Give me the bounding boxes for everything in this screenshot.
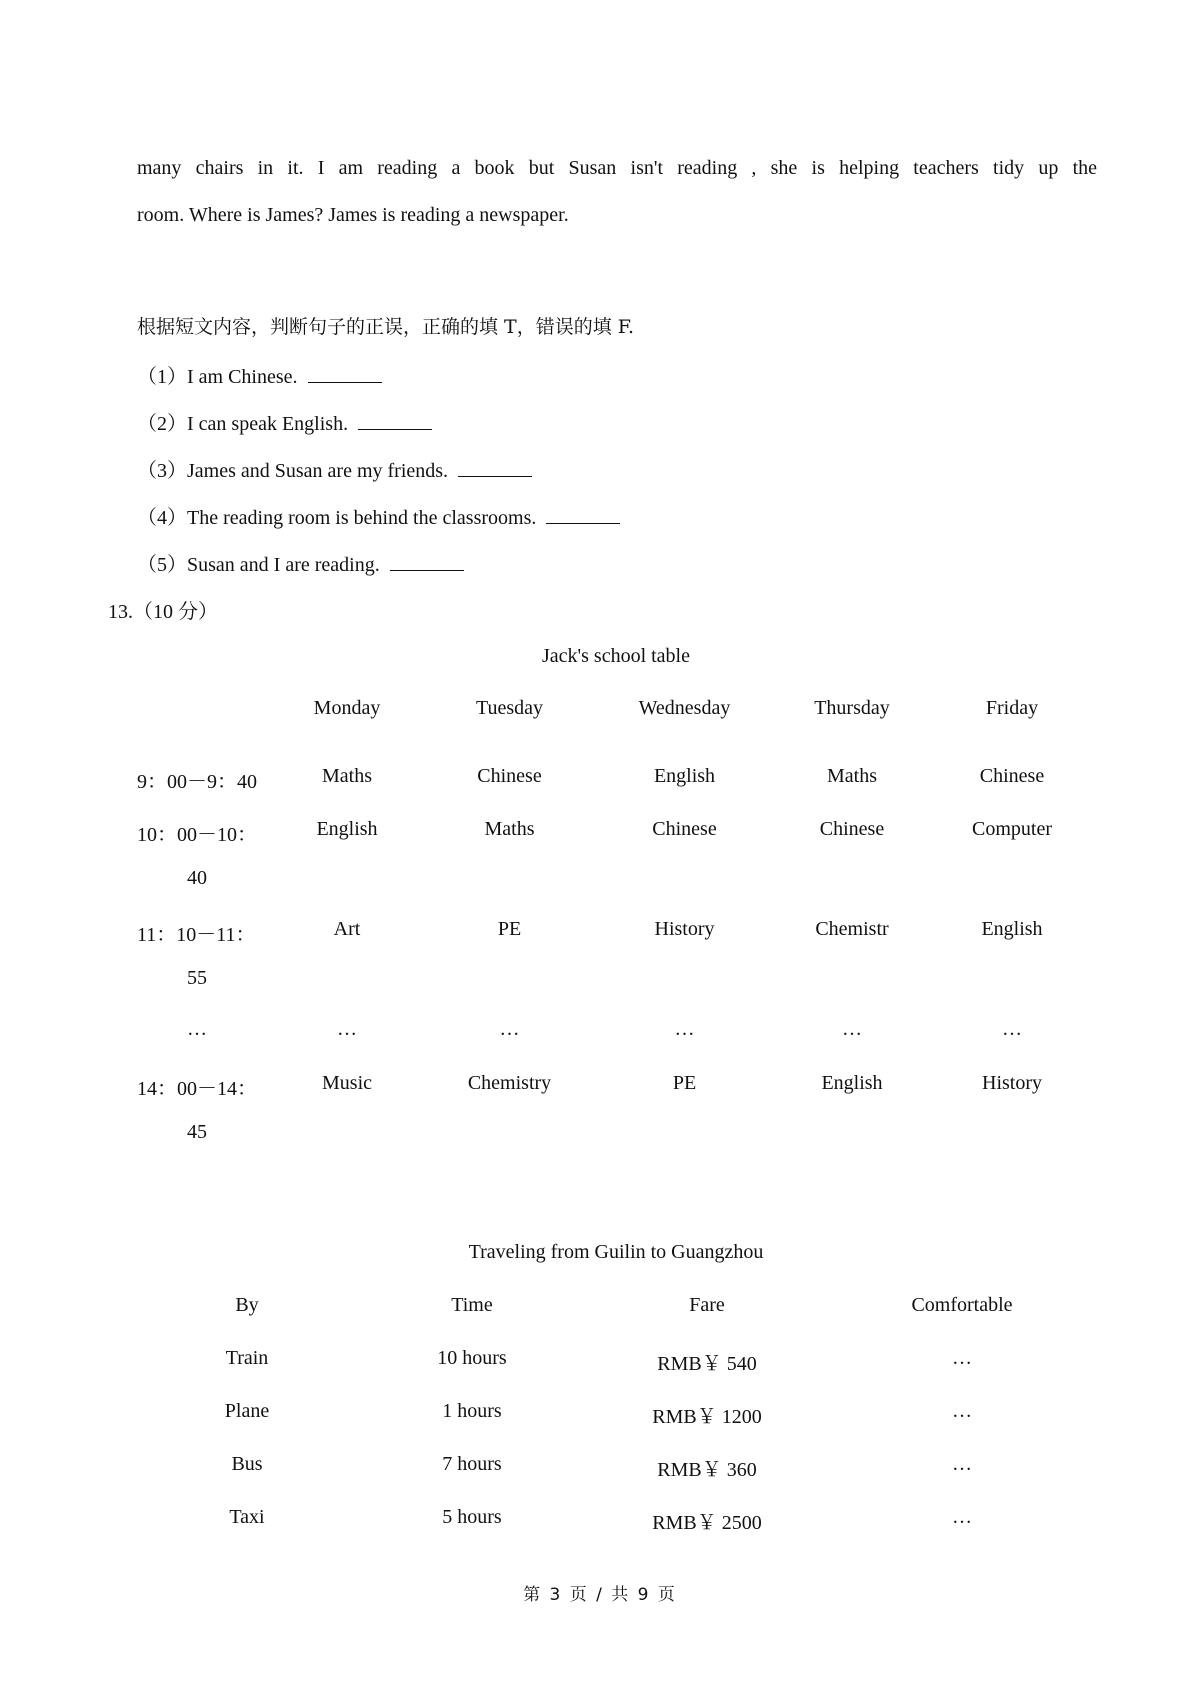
day-header: Wednesday <box>638 697 731 719</box>
table-cell: 1 hours <box>442 1400 502 1422</box>
table-cell: Maths <box>484 818 535 840</box>
day-header: Friday <box>985 697 1039 719</box>
table-cell: English <box>821 1072 883 1094</box>
passage-line-1: many chairs in it. I am reading a book but Susan isn't reading , she is helping teachers tidy up the <box>137 157 1097 179</box>
day-header: Monday <box>313 697 381 719</box>
table-cell: English <box>981 918 1043 940</box>
table-row <box>137 1400 1097 1453</box>
table-cell: Maths <box>322 765 372 787</box>
table-header-row <box>137 1294 1097 1347</box>
table-cell: Train <box>225 1347 269 1369</box>
day-header: Thursday <box>814 697 890 719</box>
day-header: Tuesday <box>475 697 544 719</box>
table-cell: Taxi <box>229 1506 265 1528</box>
answer-blank[interactable] <box>390 554 464 571</box>
table-cell: History <box>654 918 715 940</box>
question-text: （5）Susan and I are reading. <box>137 554 380 576</box>
table-cell: … <box>1002 1018 1022 1040</box>
answer-blank[interactable] <box>358 413 432 430</box>
table-cell: … <box>842 1018 862 1040</box>
school-table-title: Jack's school table <box>541 645 690 667</box>
table-cell: Art <box>333 918 361 940</box>
table-row <box>137 1506 1097 1559</box>
table-cell: Music <box>322 1072 372 1094</box>
answer-blank[interactable] <box>458 460 532 477</box>
question-3 <box>137 454 532 483</box>
table-cell: Chinese <box>819 818 885 840</box>
table-cell: 10 hours <box>437 1347 507 1369</box>
corner-cell <box>137 697 277 765</box>
table-cell: RMB￥ 540 <box>657 1353 757 1375</box>
question-text: （2）I can speak English. <box>137 413 349 435</box>
table-row <box>137 818 1087 918</box>
table-cell: History <box>982 1072 1042 1094</box>
table-cell: RMB￥ 360 <box>657 1459 757 1481</box>
answer-blank[interactable] <box>308 366 382 383</box>
table-cell: Chinese <box>477 765 542 787</box>
question-5 <box>137 548 464 577</box>
table-row <box>137 1072 1087 1172</box>
table-cell: Chemistry <box>467 1072 552 1094</box>
passage-line-2: room. Where is James? James is reading a newspaper. <box>137 204 569 226</box>
table-cell: … <box>337 1018 357 1040</box>
table-cell: 5 hours <box>442 1506 502 1528</box>
table-cell: … <box>952 1400 972 1422</box>
table-header-row <box>137 697 1087 765</box>
table-cell: Chemistr <box>815 918 889 940</box>
table-row <box>137 765 1087 818</box>
column-header: By <box>235 1294 259 1316</box>
school-timetable <box>137 697 1087 1172</box>
time-cell: 9：00－9：40 <box>137 771 257 793</box>
travel-table <box>137 1294 1097 1559</box>
time-cell: 11：10－11： 55 <box>137 924 256 989</box>
travel-table-title: Traveling from Guilin to Guangzhou <box>468 1241 764 1263</box>
column-header: Fare <box>689 1294 725 1316</box>
table-row <box>137 1347 1097 1400</box>
question-text: （3）James and Susan are my friends. <box>137 460 449 482</box>
table-cell: … <box>674 1018 695 1040</box>
time-cell: 10：00－10： 40 <box>137 824 257 889</box>
table-cell: … <box>952 1453 972 1475</box>
time-cell: … <box>187 1018 207 1040</box>
table-cell: 7 hours <box>442 1453 502 1475</box>
time-cell: 14：00－14： 45 <box>137 1078 257 1143</box>
answer-blank[interactable] <box>546 507 620 524</box>
table-cell: RMB￥ 2500 <box>652 1512 762 1534</box>
table-cell: English <box>316 818 378 840</box>
table-cell: English <box>653 765 716 787</box>
table-cell: Maths <box>827 765 877 787</box>
table-cell: RMB￥ 1200 <box>652 1406 762 1428</box>
question-1 <box>137 360 382 389</box>
table-cell: … <box>499 1018 520 1040</box>
table-cell: Plane <box>224 1400 270 1422</box>
question-text: （4）The reading room is behind the classrooms. <box>137 507 537 529</box>
column-header: Time <box>451 1294 493 1316</box>
question-4 <box>137 501 620 530</box>
table-cell: Computer <box>972 818 1052 840</box>
table-cell: … <box>952 1506 972 1528</box>
page-footer: 第 3 页 / 共 9 页 <box>523 1585 677 1605</box>
table-cell: … <box>952 1347 972 1369</box>
question-13-label: 13.（10 分） <box>108 601 218 623</box>
instruction: 根据短文内容，判断句子的正误，正确的填 T，错误的填 F. <box>137 316 635 338</box>
table-cell: Chinese <box>652 818 717 840</box>
table-cell: PE <box>672 1072 697 1094</box>
question-text: （1）I am Chinese. <box>137 366 298 388</box>
table-row <box>137 1018 1087 1072</box>
column-header: Comfortable <box>911 1294 1013 1316</box>
table-row <box>137 1453 1097 1506</box>
question-2 <box>137 407 432 436</box>
table-row <box>137 918 1087 1018</box>
table-cell: Bus <box>231 1453 263 1475</box>
table-cell: Chinese <box>979 765 1045 787</box>
table-cell: PE <box>497 918 522 940</box>
